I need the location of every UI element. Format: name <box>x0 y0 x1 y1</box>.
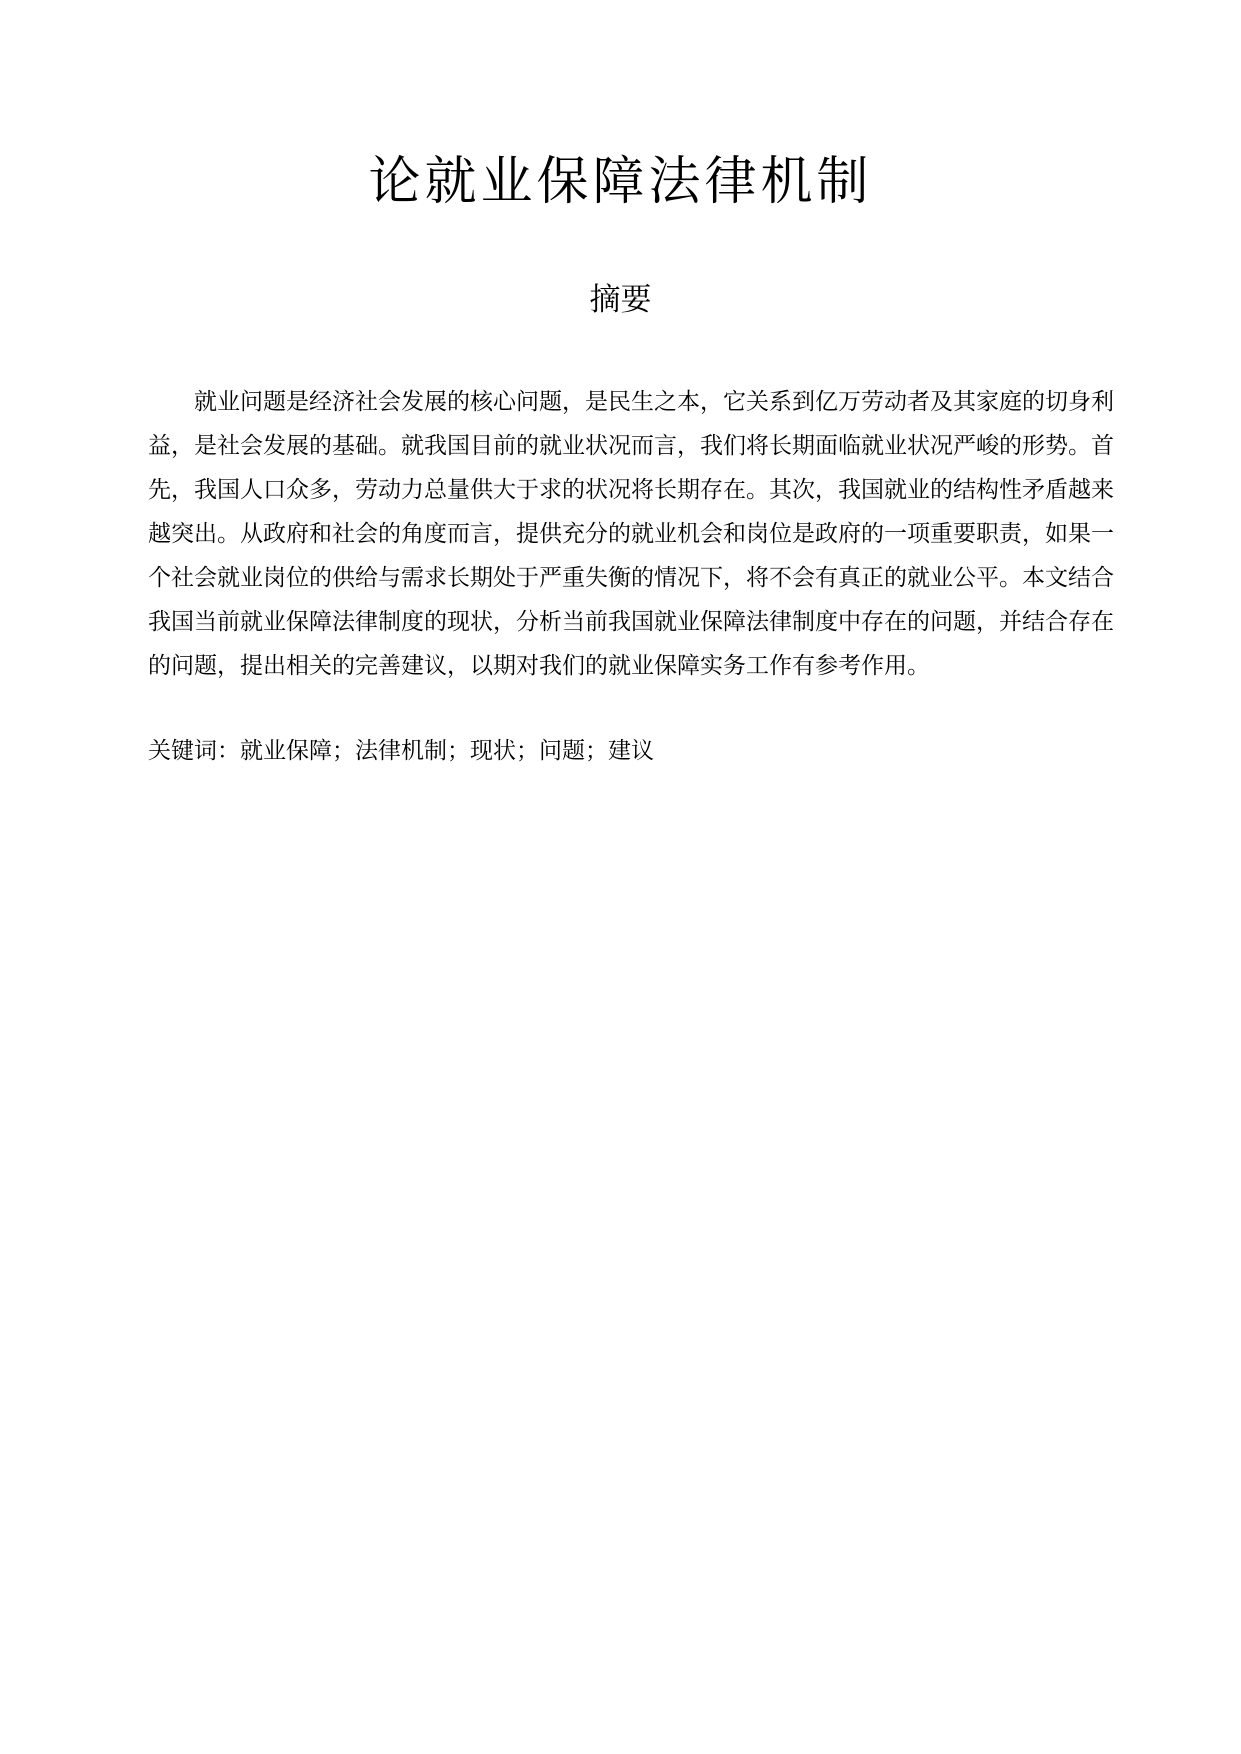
document-title: 论就业保障法律机制 <box>368 152 873 212</box>
keywords-line: 关键词：就业保障；法律机制；现状；问题；建议 <box>148 738 654 764</box>
abstract-heading: 摘要 <box>589 282 652 318</box>
abstract-paragraph: 就业问题是经济社会发展的核心问题，是民生之本，它关系到亿万劳动者及其家庭的切身利益，是社会发展的基础。就我国目前的就业状况而言，我们将长期面临就业状况严峻的形势。首先，我国人口众多，劳动力总量供大于求的状况将长期存在。其次，我国就业的结构性矛盾越来越突出。从政府和社会的角度而言，提供充分的就业机会和岗位是政府的一项重要职责，如果一个社会就业岗位的供给与需求长期处于严重失衡的情况下，将不会有真正的就业公平。本文结合我国当前就业保障法律制度的现状，分析当前我国就业保障法律制度中存在的问题，并结合存在的问题，提出相关的完善建议，以期对我们的就业保障实务工作有参考作用。 <box>148 389 1114 679</box>
